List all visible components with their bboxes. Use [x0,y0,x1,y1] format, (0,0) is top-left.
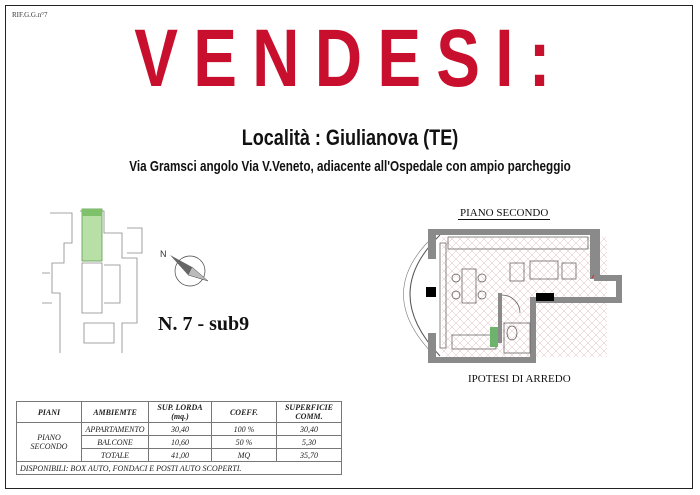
table-cell: 30,40 [277,423,342,436]
unit-number: N. 7 - sub9 [158,313,250,335]
floor-plan [380,223,625,368]
specs-table [16,401,342,475]
reference-code: RIF.G.G.n°7 [12,11,48,19]
table-cell: TOTALE [82,449,149,462]
table-cell: MQ [212,449,277,462]
col-room: AMBIEMTE [82,402,149,423]
site-map [42,203,152,353]
floor-cell: PIANO SECONDO [17,423,82,462]
col-gross-area: SUP. LORDA (mq.) [149,402,212,423]
floor-label: PIANO SECONDO [460,207,549,219]
table-cell: 100 % [212,423,277,436]
col-coeff: COEFF. [212,402,277,423]
compass-letter: N [160,249,167,259]
highlighted-building [82,209,102,261]
furnishing-label: IPOTESI DI ARREDO [468,373,571,385]
address-line: Via Gramsci angolo Via V.Veneto, adiacente all'Ospedale con ampio parcheggio [129,158,571,175]
table-cell: BALCONE [82,436,149,449]
col-commercial-area: SUPERFICIE COMM. [277,402,342,423]
table-cell: 5,30 [277,436,342,449]
table-cell: 35,70 [277,449,342,462]
availability-note: DISPONIBILI: BOX AUTO, FONDACI E POSTI AUTO SCOPERTI. [17,462,342,475]
col-floor: PIANI [17,402,82,423]
compass-icon [158,245,218,295]
table-cell: 50 % [212,436,277,449]
location-heading: Località : Giulianova (TE) [241,125,459,150]
main-title: VENDESI: [134,13,566,104]
table-cell: 30,40 [149,423,212,436]
table-cell: 41,00 [149,449,212,462]
table-cell: APPARTAMENTO [82,423,149,436]
table-cell: 10,60 [149,436,212,449]
